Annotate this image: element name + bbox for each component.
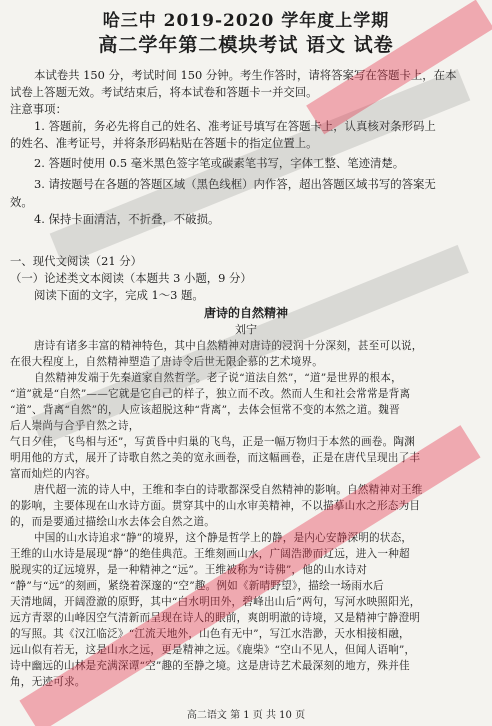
article-line: 唐诗有诸多丰富的精神特色，其中自然精神对唐诗的浸润十分深刻，甚至可以说， (34, 340, 423, 352)
article-line: 角，无迹可求。 (10, 676, 86, 688)
article-line: 脱现实的辽远境界，是一种精神之“远”。王维被称为“诗佛”，他的山水诗对 (10, 564, 368, 576)
exam-title-school: 哈三中 2019-2020 学年度上学期 (102, 11, 390, 31)
subsection-heading: （一）论述类文本阅读（本题共 3 小题，9 分） (10, 271, 252, 285)
article-line: “道”就是“自然”——它就是它自己的样子，独立而不改。然而人生和社会常常是背离 (10, 388, 411, 400)
article-line: 远山似有若无，这是山水之远，更是精神之远。《鹿柴》“空山不见人，但闻人语响”， (10, 644, 416, 656)
section-heading: 一、现代文阅读（21 分） (10, 254, 143, 268)
article-line: 气日夕佳，飞鸟相与还”，写黄昏中归巢的飞鸟，正是一幅万物归于本然的画卷。陶渊 (10, 436, 415, 448)
article-line: “道”、背离“自然”的，人应该超脱这种“背离”，去体会恒常不变的本然之道。魏晋 (10, 404, 400, 416)
article-line: 天清地阔，开阔澄澈的原野，其中“白水明田外，碧峰出山后”两句，写河水映照阳光， (10, 596, 421, 608)
article-line: 在很大程度上，自然精神塑造了唐诗令后世无限企慕的艺术境界。 (10, 356, 324, 368)
article-line: 明用他的方式，展开了诗歌自然之美的宽永画卷，而这幅画卷，正是在唐代呈现出了丰 (10, 452, 421, 464)
intro-line-1: 本试卷共 150 分，考试时间 150 分钟。考生作答时，请将答案写在答题卡上，在本 (34, 68, 457, 82)
article-title: 唐诗的自然精神 (203, 306, 288, 320)
article-line: 唐代超一流的诗人中，王维和李白的诗歌都深受自然精神的影响。自然精神对王维 (34, 484, 423, 496)
article-line: 自然精神发端于先秦道家自然哲学。老子说“道法自然”，“道”是世界的根本， (34, 372, 402, 384)
article-line: 的写照。其《汉江临泛》“江流天地外，山色有无中”，写江水浩渺，天水相接相融， (10, 628, 410, 640)
note-1b: 的姓名、准考证号，并将条形码粘贴在答题卡的指定位置上。 (10, 136, 318, 150)
note-4: 4. 保持卡面清洁，不折叠，不破损。 (34, 212, 220, 226)
article-author: 刘宁 (235, 323, 257, 336)
article-line: 诗中幽远的山林是充满深谭“空”趣的至静之境。这是唐诗艺术最深刻的地方，殊并佳 (10, 660, 410, 672)
article-line: “静”与“远”的刻画，紧绕着深邃的“空”趣。例如《新晴野望》，描绘一场雨水后 (10, 580, 384, 592)
article-line: 的影响，主要体现在山水诗方面。贯穿其中的山水审美精神，不以描摹山水之形态为目 (10, 500, 421, 512)
article-line: 后人崇尚与合乎自然之诗， (10, 420, 140, 432)
reading-instruction: 阅读下面的文字，完成 1～3 题。 (34, 288, 204, 302)
page-footer: 高二语文 第 1 页 共 10 页 (186, 710, 306, 721)
exam-title-subject: 高二学年第二模块考试 语文 试卷 (98, 34, 394, 56)
article-line: 富而灿烂的内容。 (10, 468, 97, 480)
note-3b: 效。 (10, 195, 33, 209)
note-2: 2. 答题时使用 0.5 毫米黑色签字笔或碳素笔书写，字体工整、笔迹清楚。 (34, 156, 405, 170)
note-1a: 1. 答题前，务必先将自己的姓名、准考证号填写在答题卡上，认真核对条形码上 (34, 119, 436, 133)
note-3a: 3. 请按题号在各题的答题区域（黑色线框）内作答，超出答题区域书写的答案无 (34, 177, 436, 191)
article-line: 中国的山水诗追求“静”的境界，这个静是哲学上的静，是内心安静深明的状态， (34, 532, 413, 544)
article-line: 王维的山水诗是展现“静”的绝佳典范。王维刻画山水，广阔浩渺而辽远，进入一种超 (10, 548, 410, 560)
article-line: 的，而是要通过描绘山水去体会自然之道。 (10, 516, 216, 528)
intro-line-2: 试卷上答题无效。考试结束后，将本试卷和答题卡一并交回。 (10, 85, 318, 99)
notes-heading: 注意事项： (10, 102, 67, 116)
article-line: 远方青翠的山峰因空气清新而呈现在诗人的眼前，爽朗明澈的诗境，又是精神宁静澄明 (10, 612, 421, 624)
